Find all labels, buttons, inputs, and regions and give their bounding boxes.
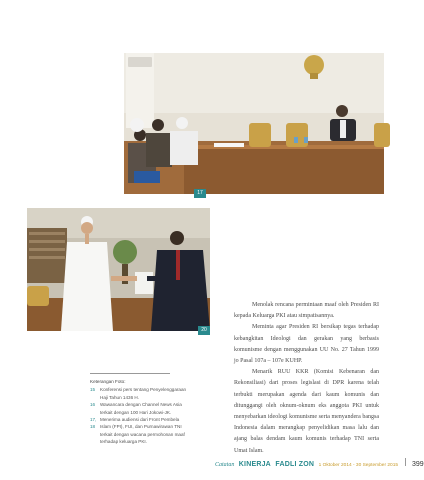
handover-photo bbox=[27, 208, 210, 331]
page-number: 399 bbox=[411, 461, 424, 468]
photo-number: 17 bbox=[194, 189, 206, 198]
caption-text: Menerima audiensi dari Front Pembela Islam (FPI), FUI, dan Purnawirawan TNI terkait dengan wacana permohonan maaf terhadap keluarga PKI. bbox=[100, 417, 185, 445]
caption-item bbox=[90, 386, 190, 401]
photo-captions bbox=[90, 378, 190, 446]
captions-title: Keterangan Foto: bbox=[90, 379, 126, 384]
caption-divider bbox=[90, 373, 170, 374]
handover-photo-illustration bbox=[27, 208, 210, 331]
caption-item bbox=[90, 401, 190, 416]
article-body bbox=[234, 300, 379, 457]
footer-separator bbox=[405, 458, 406, 466]
article-paragraph: Menarik RUU KKR (Komisi Kebenaran dan Rekonsiliasi) dari proses legislasi di DPR karena telah terbukti merupakan agenda dari kaum komunis dan ditunggangi oleh oknum-oknum eks anggota PKI untuk menyebarkan ideologi komunisme serta menyandera bangsa Indonesia dalam merangkap penyelidikan masa lalu dan ajang balas dendam kaum komunis terhadap TNI serta Umat Islam. bbox=[234, 369, 379, 454]
footer-brand-kinerja: KINERJA bbox=[238, 461, 271, 468]
footer-category: Catatan bbox=[215, 462, 235, 468]
footer-brand-name: FADLI ZON bbox=[275, 461, 315, 468]
caption-number: 16 bbox=[90, 402, 96, 408]
caption-number: 17, 18 bbox=[90, 417, 97, 430]
meeting-photo bbox=[124, 53, 384, 194]
page-footer bbox=[215, 453, 424, 468]
photo-number: 20 bbox=[198, 326, 210, 335]
caption-number: 15 bbox=[90, 387, 96, 393]
caption-item bbox=[90, 416, 190, 446]
article-paragraph: Meminta agar Presiden RI bersikap tegas terhadap kebangkitan Ideologi dan gerakan yang berbasis komunisme dengan menggunakan UU No. 27 Tahun 1999 jo Pasal 107a – 107e KUHP. bbox=[234, 324, 379, 365]
caption-text: Wawancara dengan Channel News Asia terkait dengan 100 Hari Jokowi-JK. bbox=[100, 402, 182, 415]
caption-text: Konferensi pers tentang Penyelenggaraan Haji Tahun 1436 H. bbox=[100, 387, 187, 400]
meeting-photo-illustration bbox=[124, 53, 384, 194]
article-paragraph: Menolak rencana permintaan maaf oleh Presiden RI kepada Keluarga PKI atau simpatisannya. bbox=[234, 302, 379, 320]
footer-date-range: 1 Oktober 2014 - 30 September 2015 bbox=[318, 463, 399, 468]
